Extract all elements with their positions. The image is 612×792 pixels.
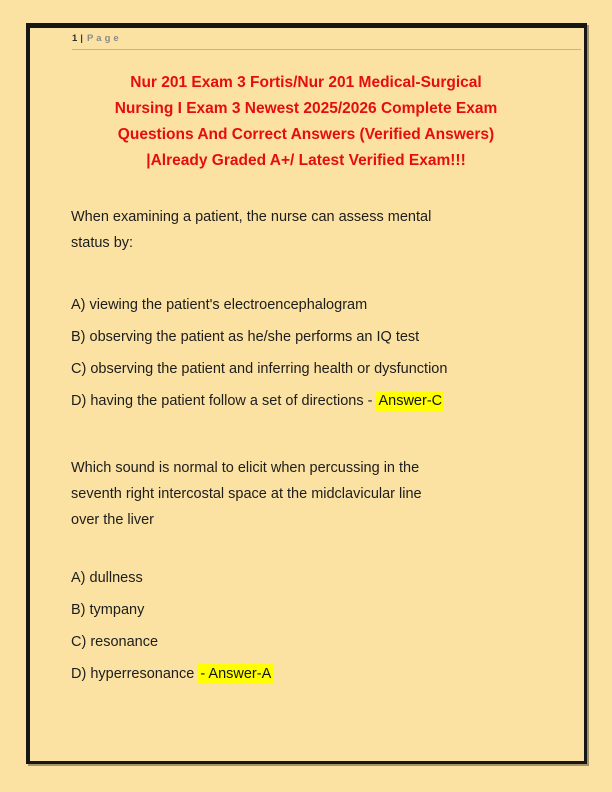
question-2-option-a <box>71 568 566 588</box>
question-2-text-line: over the liver <box>71 512 155 528</box>
question-1-text-line: When examining a patient, the nurse can assess mental <box>71 209 432 225</box>
option-text: A) dullness <box>71 570 143 586</box>
question-1-options <box>71 295 566 423</box>
page-header <box>72 33 122 44</box>
option-text: A) viewing the patient's electroencephalogram <box>71 297 368 313</box>
header-divider <box>72 49 581 50</box>
title-line: Questions And Correct Answers (Verified Answers) <box>117 126 495 143</box>
title-line: Nur 201 Exam 3 Fortis/Nur 201 Medical-Surgical <box>130 74 482 91</box>
page-label: Page <box>86 33 122 44</box>
option-text: D) hyperresonance <box>71 666 199 682</box>
option-text: C) resonance <box>71 634 159 650</box>
page-number-separator: | <box>80 33 83 44</box>
question-1-text <box>71 204 553 256</box>
option-text: D) having the patient follow a set of directions - <box>71 393 377 409</box>
question-2-text <box>71 455 553 533</box>
question-1-text-line: status by: <box>71 235 134 251</box>
question-2-options <box>71 568 566 696</box>
title-line: Nursing I Exam 3 Newest 2025/2026 Complete Exam <box>114 100 498 117</box>
question-2-option-b <box>71 600 566 620</box>
question-2-text-line: Which sound is normal to elicit when percussing in the <box>71 460 420 476</box>
option-text: C) observing the patient and inferring health or dysfunction <box>71 361 448 377</box>
answer-highlight: - Answer-A <box>200 666 272 682</box>
page-number: 1 <box>72 33 78 44</box>
question-1-option-c <box>71 359 566 379</box>
question-2-option-d <box>71 664 566 684</box>
question-2-text-line: seventh right intercostal space at the midclavicular line <box>71 486 422 502</box>
document-title <box>46 70 566 174</box>
question-1-option-a <box>71 295 566 315</box>
option-text: B) observing the patient as he/she performs an IQ test <box>71 329 420 345</box>
question-2-option-c <box>71 632 566 652</box>
question-1-option-d <box>71 391 566 411</box>
answer-highlight: Answer-C <box>378 393 443 409</box>
title-line: |Already Graded A+/ Latest Verified Exam!!! <box>146 152 466 169</box>
question-1-option-b <box>71 327 566 347</box>
option-text: B) tympany <box>71 602 145 618</box>
